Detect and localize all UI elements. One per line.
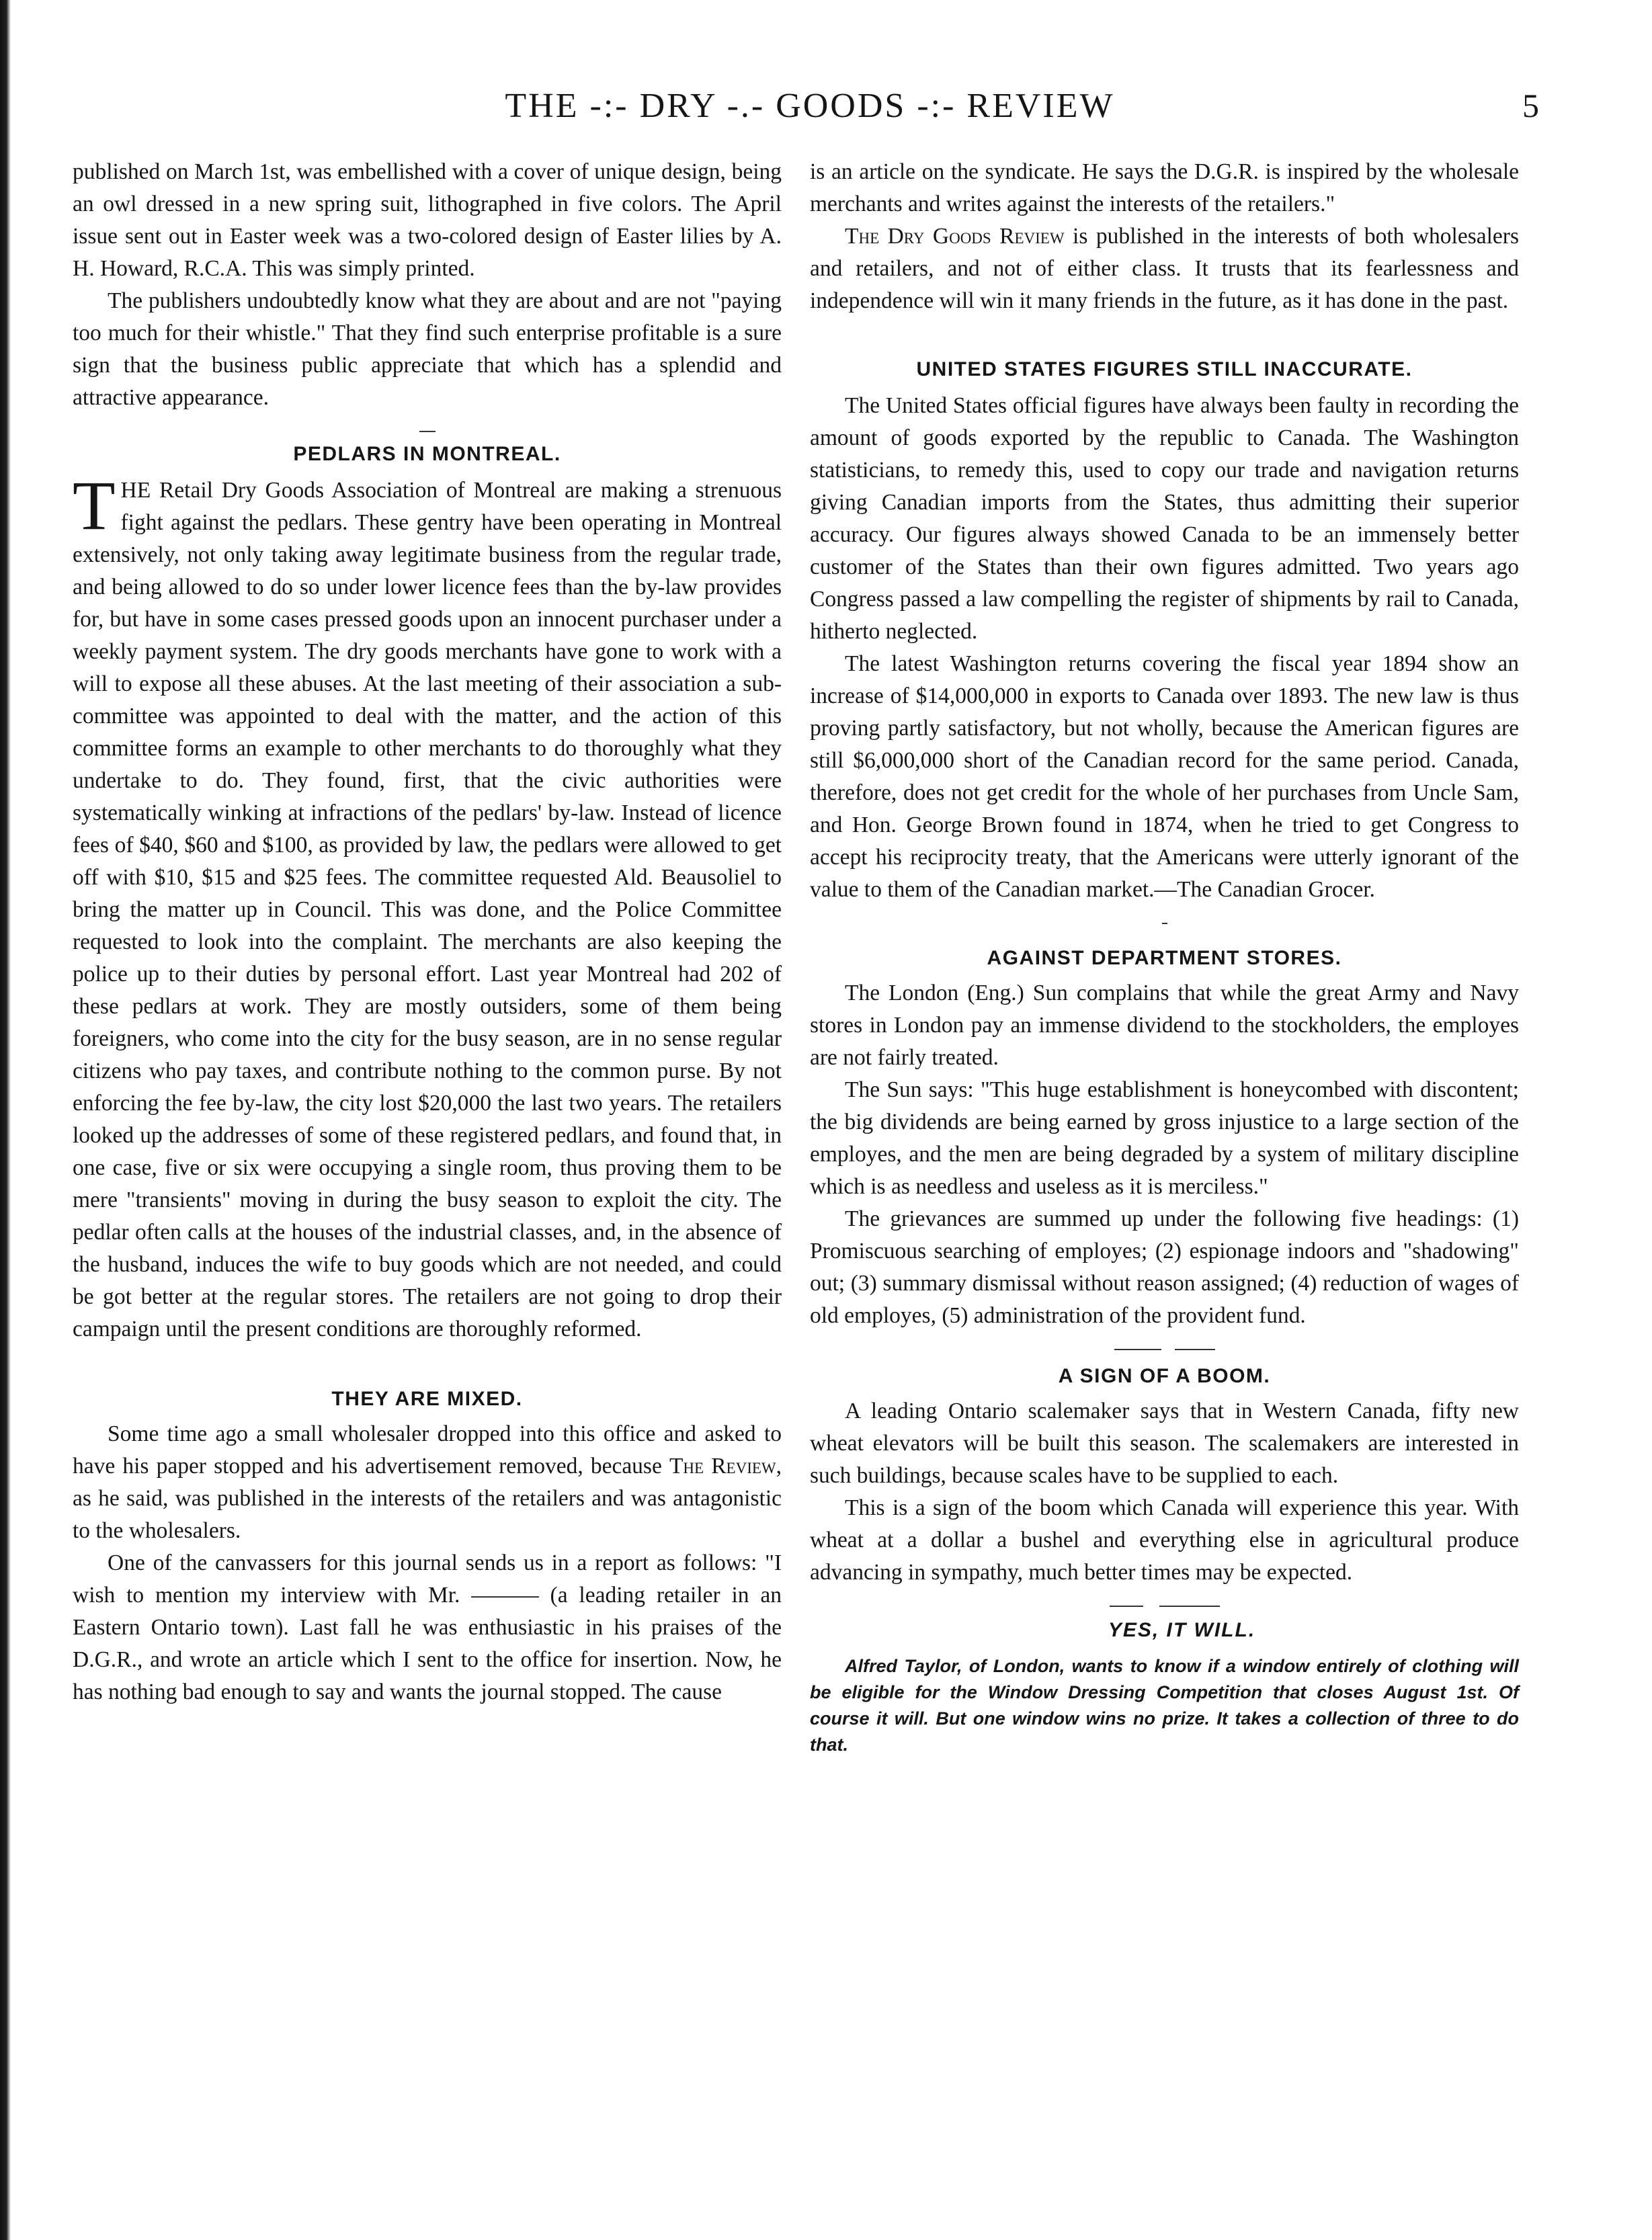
heading-they-are-mixed: THEY ARE MIXED. — [331, 1388, 523, 1410]
section-divider — [810, 906, 1519, 945]
page-number: 5 — [1522, 87, 1539, 124]
section-divider — [73, 1345, 782, 1386]
right-column — [810, 156, 1519, 1758]
mixed-final-paragraph — [810, 220, 1519, 317]
mixed-text-before: Some time ago a small wholesaler dropped into this office and asked to have his paper stopped and his advertisement removed, because — [73, 1421, 782, 1479]
section-divider — [810, 317, 1519, 356]
dept-stores-paragraph: The Sun says: "This huge establishment is honeycombed with discontent; the big dividends are being earned by gross injustice to a large section of the employes, and the men are being degraded by a system of military discipline which is as needless and useless as it is merciless." — [810, 1077, 1519, 1199]
pedlars-article-text: HE Retail Dry Goods Association of Montreal are making a strenuous fight against the pedlars. These gentry have been operating in Montreal extensively, not only taking away legitimate business from the regular trade, and being allowed to do so under lower licence fees than the by-law provides for, but have in some cases pressed goods upon an innocent purchaser under a weekly payment system. The dry goods merchants have gone to work with a will to expose all these abuses. At the last meeting of their association a sub-committee was appointed to deal with the matter, and the action of this committee forms an example to other merchants to do thoroughly what they undertake to do. They found, first, that the civic authorities were systematically winking at infractions of the pedlars' by-law. Instead of licence fees of $40, $60 and $100, as provided by law, the pedlars were allowed to get off with $10, $15 and $25 fees. The committee requested Ald. Beausoliel to bring the matter up in Council. This was done, and the Police Committee requested to look into the complaint. The merchants are also keeping the police up to their duties by personal effort. Last year Montreal had 202 of these pedlars at work. They are mostly outsiders, some of them being foreigners, who come into the city for the busy season, are in no sense regular citizens who pay taxes, and contribute nothing to the common purse. By not enforcing the fee by-law, the city lost $20,000 the last two years. The retailers looked up the addresses of some of these registered pedlars, and found that, in one case, five or six were occupying a single room, thus proving them to be mere "transients" moving in during the busy season to exploit the city. The pedlar often calls at the houses of the industrial classes, and, in the absence of the husband, induces the wife to buy goods which are not needed, and could be got better at the regular stores. The retailers are not going to drop their campaign until the present conditions are thoroughly reformed. — [73, 478, 782, 1341]
mixed-paragraph — [73, 1418, 782, 1547]
boom-paragraph: This is a sign of the boom which Canada will experience this year. With wheat at a dollar a bushel and everything else in agricultural produce advancing in sympathy, much better times may be expected. — [810, 1495, 1519, 1585]
intro-paragraph: published on March 1st, was embellished with a cover of unique design, being an owl dressed in a new spring suit, lithographed in five colors. The April issue sent out in Easter week was a two-colored design of Easter lilies by A. H. Howard, R.C.A. This was simply printed. — [73, 159, 782, 281]
heading-united-states-figures: UNITED STATES FIGURES STILL INACCURATE. — [916, 358, 1413, 380]
section-divider — [810, 1332, 1519, 1363]
section-divider — [810, 1589, 1519, 1614]
heading-sign-of-a-boom: A SIGN OF A BOOM. — [1058, 1365, 1271, 1387]
dept-stores-paragraph: The London (Eng.) Sun complains that while the great Army and Navy stores in London pay an immense dividend to the stockholders, the employes are not fairly treated. — [810, 981, 1519, 1070]
pedlars-article-body — [73, 467, 782, 1345]
masthead — [81, 86, 1539, 140]
left-column — [73, 156, 782, 1708]
drop-cap: T — [73, 467, 116, 544]
mixed-text-after: , as he said, was published in the interests of the retailers and was antagonistic to the wholesalers. — [73, 1454, 782, 1543]
mixed-continued-paragraph: is an article on the syndicate. He says the D.G.R. is inspired by the wholesale merchants and writes against the interests of the retailers." — [810, 159, 1519, 216]
dept-stores-paragraph: The grievances are summed up under the following five headings: (1) Promiscuous searching of employes; (2) espionage indoors and "shadowing" out; (3) summary dismissal without reason assigned; (4) reduction of wages of old employes, (5) administration of the provident fund. — [810, 1206, 1519, 1328]
heading-pedlars-in-montreal: PEDLARS IN MONTREAL. — [293, 443, 561, 465]
us-figures-paragraph: The latest Washington returns covering the fiscal year 1894 show an increase of $14,000,000 in exports to Canada over 1893. The new law is thus proving partly satisfactory, but not wholly, because the American figures are still $6,000,000 short of the Canadian record for the same period. Canada, therefore, does not get credit for the whole of her purchases from Uncle Sam, and Hon. George Brown found in 1874, when he tried to get Congress to accept his reciprocity treaty, that the Americans were utterly ignorant of the value to them of the Canadian market.—The Canadian Grocer. — [810, 651, 1519, 902]
mixed-final-text: is published in the interests of both wholesalers and retailers, and not of either class. It trusts that its fearlessness and independence will win it many friends in the future, as it has done in the past. — [810, 224, 1519, 313]
competition-notice: Alfred Taylor, of London, wants to know if a window entirely of clothing will be eligible for the Window Dressing Competition that closes August 1st. Of course it will. But one window wins no prize. It takes a collection of three to do that. — [810, 1656, 1519, 1755]
us-figures-paragraph: The United States official figures have always been faulty in recording the amount of goods exported by the republic to Canada. The Washington statisticians, to remedy this, used to copy our trade and navigation returns giving Canadian imports from the States, thus admitting their superior accuracy. Our figures always showed Canada to be an immensely better customer of the States than their own figures admitted. Two years ago Congress passed a law compelling the register of shipments by rail to Canada, hitherto neglected. — [810, 393, 1519, 644]
intro-paragraph: The publishers undoubtedly know what they are about and are not "paying too much for their whistle." That they find such enterprise profitable is a sure sign that the business public appreciate that which has a splendid and attractive appearance. — [73, 288, 782, 410]
section-divider — [73, 414, 782, 441]
mixed-paragraph: One of the canvassers for this journal sends us in a report as follows: "I wish to mention my interview with Mr. ——— (a leading retailer in an Eastern Ontario town). Last fall he was enthusiastic in his praises of the D.G.R., and wrote an article which I sent to the office for insertion. Now, he has nothing bad enough to say and wants the journal stopped. The cause — [73, 1550, 782, 1704]
journal-name: The Review — [669, 1454, 776, 1479]
publication-title: THE -:- DRY -.- GOODS -:- REVIEW — [505, 87, 1115, 125]
boom-paragraph: A leading Ontario scalemaker says that in Western Canada, fifty new wheat elevators will be built this season. The scalemakers are interested in such buildings, because scales have to be supplied to each. — [810, 1399, 1519, 1488]
page-binding-edge — [0, 0, 11, 2240]
journal-name: The Dry Goods Review — [845, 224, 1065, 249]
heading-yes-it-will: YES, IT WILL. — [1108, 1619, 1256, 1641]
heading-against-department-stores: AGAINST DEPARTMENT STORES. — [987, 947, 1342, 969]
